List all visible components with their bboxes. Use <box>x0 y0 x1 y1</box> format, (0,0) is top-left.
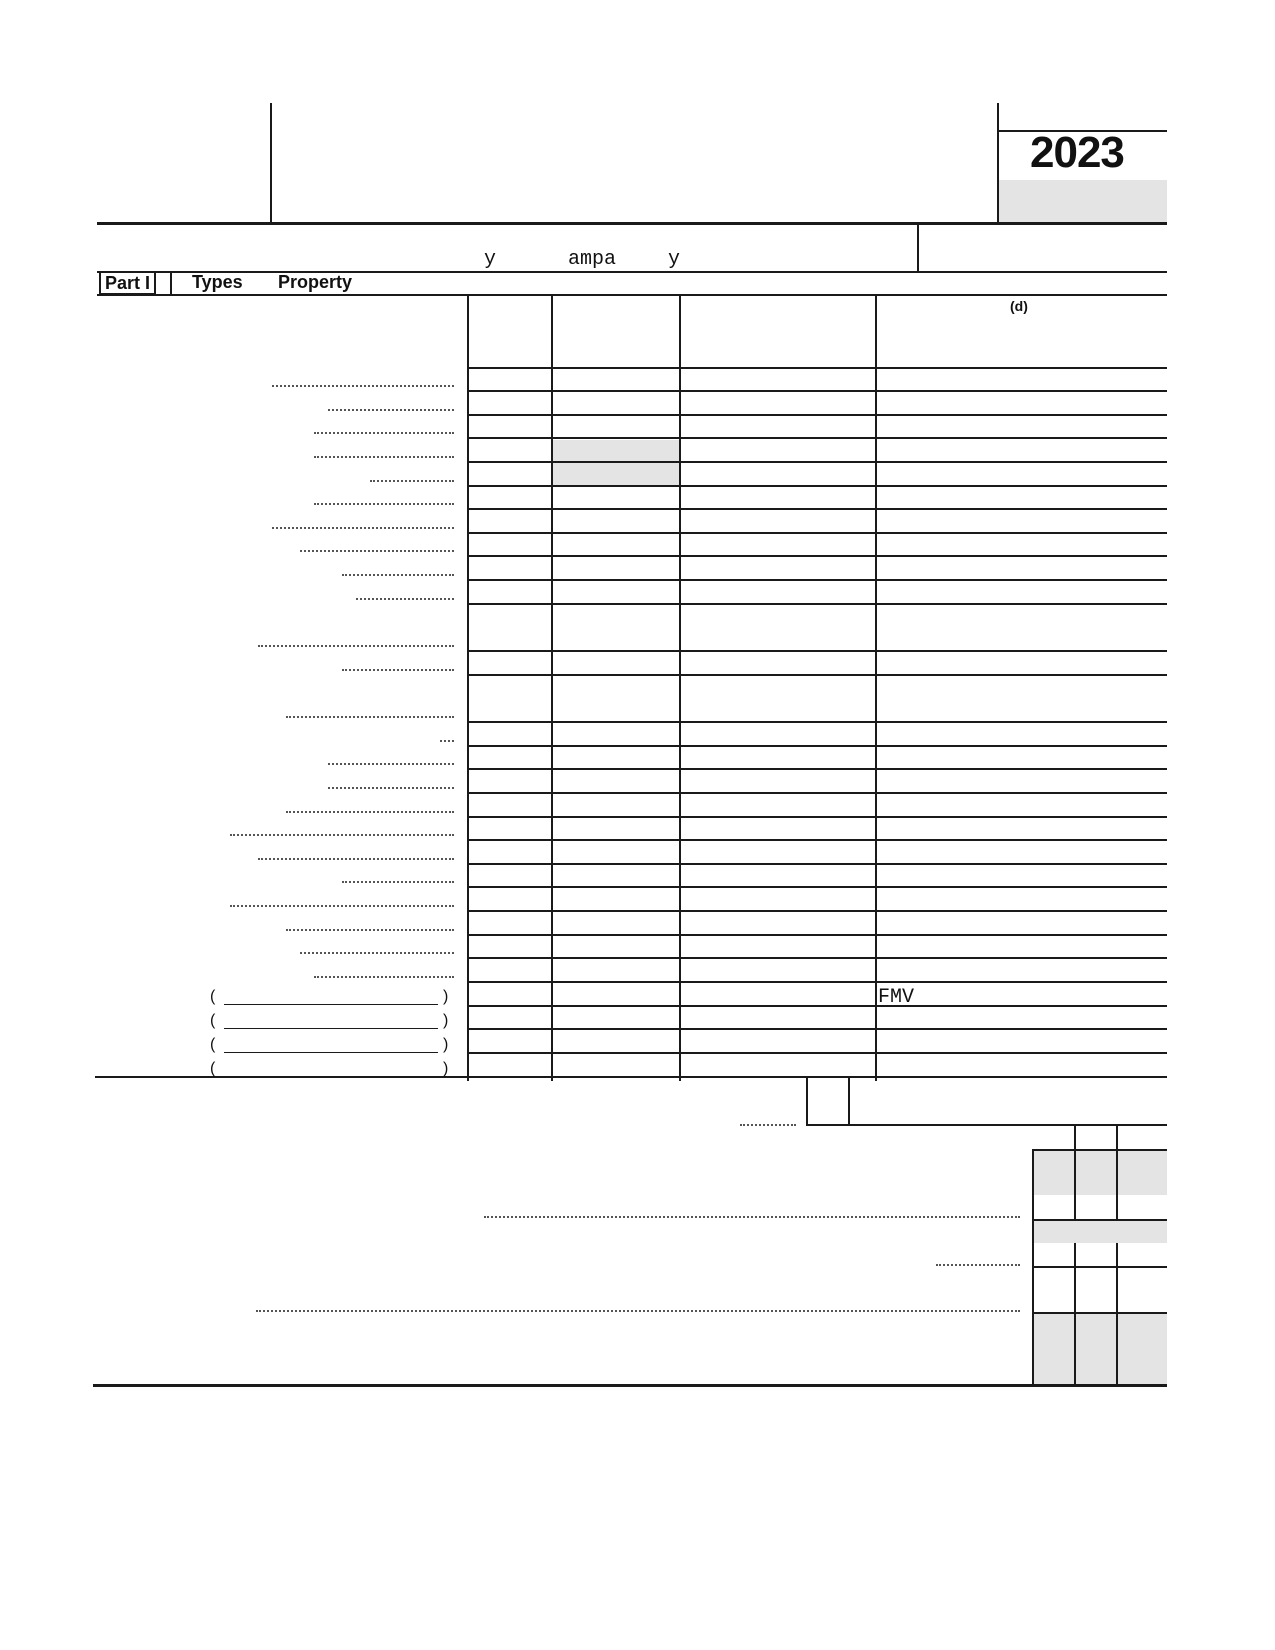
row-rule <box>469 650 1167 652</box>
shaded-cell <box>1034 1314 1074 1384</box>
open-paren: ( <box>210 1012 216 1029</box>
write-in-line[interactable] <box>224 1028 438 1029</box>
leader-dots <box>300 952 454 954</box>
write-in-line[interactable] <box>224 1052 438 1053</box>
row-rule <box>469 674 1167 676</box>
row-rule <box>469 981 1167 983</box>
shaded-cell <box>1076 1151 1116 1195</box>
leader-dots <box>286 716 454 718</box>
donee-name-fragment-1: y <box>484 248 497 271</box>
part-label: Part I <box>99 271 156 295</box>
row-rule <box>469 745 1167 747</box>
leader-dots <box>258 858 454 860</box>
donee-name-fragment-2: ampa <box>568 248 617 271</box>
row-rule <box>469 461 1167 463</box>
leader-dots <box>314 456 454 458</box>
ein-box-divider <box>917 225 919 273</box>
header-bottom-rule <box>97 222 1167 225</box>
filled-entry-fmv: FMV <box>878 986 915 1009</box>
leader-dots <box>740 1124 796 1126</box>
part-heading-bottom-rule <box>97 294 1167 296</box>
leader-dots <box>286 811 454 813</box>
row-rule <box>469 839 1167 841</box>
open-paren: ( <box>210 988 216 1005</box>
close-paren: ) <box>443 1012 449 1029</box>
leader-dots <box>342 574 454 576</box>
form-bottom-rule <box>93 1384 1167 1387</box>
leader-dots <box>258 645 454 647</box>
no-checkbox[interactable] <box>1076 1268 1116 1312</box>
part-title-word-2: Property <box>278 272 353 292</box>
leader-dots <box>370 480 454 482</box>
header-divider-left <box>270 103 272 223</box>
leader-dots <box>328 763 454 765</box>
row-rule <box>469 532 1167 534</box>
open-paren: ( <box>210 1036 216 1053</box>
leader-dots <box>314 976 454 978</box>
column-header-d: (d) <box>1010 298 1028 314</box>
row-rule <box>469 1052 1167 1054</box>
row-rule <box>469 957 1167 959</box>
row-rule <box>469 508 1167 510</box>
part-heading-divider <box>170 271 172 295</box>
close-paren: ) <box>443 1060 449 1077</box>
row-rule <box>469 886 1167 888</box>
shaded-cell <box>1034 1151 1074 1195</box>
close-paren: ) <box>443 988 449 1005</box>
leader-dots <box>936 1264 1020 1266</box>
donee-name-fragment-3: y <box>668 248 681 271</box>
row-rule <box>469 579 1167 581</box>
yes-checkbox[interactable] <box>1034 1268 1074 1312</box>
open-paren: ( <box>210 1060 216 1077</box>
leader-dots <box>342 881 454 883</box>
row-rule <box>469 768 1167 770</box>
year-box-shade <box>999 180 1167 224</box>
leader-dots <box>272 385 454 387</box>
row-rule <box>469 1005 1167 1007</box>
leader-dots <box>300 550 454 552</box>
row-rule <box>469 603 1167 605</box>
shaded-cell <box>553 440 679 486</box>
row-rule <box>469 485 1167 487</box>
leader-dots <box>342 669 454 671</box>
leader-dots <box>230 905 454 907</box>
table-bottom-rule <box>95 1076 1167 1078</box>
row-rule <box>469 390 1167 392</box>
leader-dots <box>440 740 454 742</box>
leader-dots <box>256 1310 1020 1312</box>
small-entry-box-right <box>848 1078 850 1126</box>
row-rule <box>469 721 1167 723</box>
write-in-line[interactable] <box>224 1004 438 1005</box>
row-rule <box>469 863 1167 865</box>
row-rule <box>469 816 1167 818</box>
leader-dots <box>314 503 454 505</box>
leader-dots <box>356 598 454 600</box>
small-entry-box[interactable] <box>808 1078 848 1124</box>
row-rule <box>469 1028 1167 1030</box>
row-rule <box>469 555 1167 557</box>
leader-dots <box>286 929 454 931</box>
part-title-word-1: Types <box>192 272 243 292</box>
tax-year: 2023 <box>1030 128 1124 177</box>
shaded-cell <box>1118 1151 1167 1195</box>
leader-dots <box>328 787 454 789</box>
row-rule <box>469 910 1167 912</box>
shaded-cell <box>1034 1221 1167 1243</box>
row-rule <box>469 414 1167 416</box>
row-rule <box>469 934 1167 936</box>
close-paren: ) <box>443 1036 449 1053</box>
leader-dots <box>314 432 454 434</box>
shaded-cell <box>1076 1314 1116 1384</box>
leader-dots <box>272 527 454 529</box>
leader-dots <box>230 834 454 836</box>
shaded-cell <box>1118 1314 1167 1384</box>
leader-dots <box>484 1216 1020 1218</box>
name-row-bottom-rule <box>97 271 1167 273</box>
lower-rule <box>806 1124 1167 1126</box>
leader-dots <box>328 409 454 411</box>
row-rule <box>469 792 1167 794</box>
row-rule <box>469 437 1167 439</box>
table-header-bottom-rule <box>469 367 1167 369</box>
